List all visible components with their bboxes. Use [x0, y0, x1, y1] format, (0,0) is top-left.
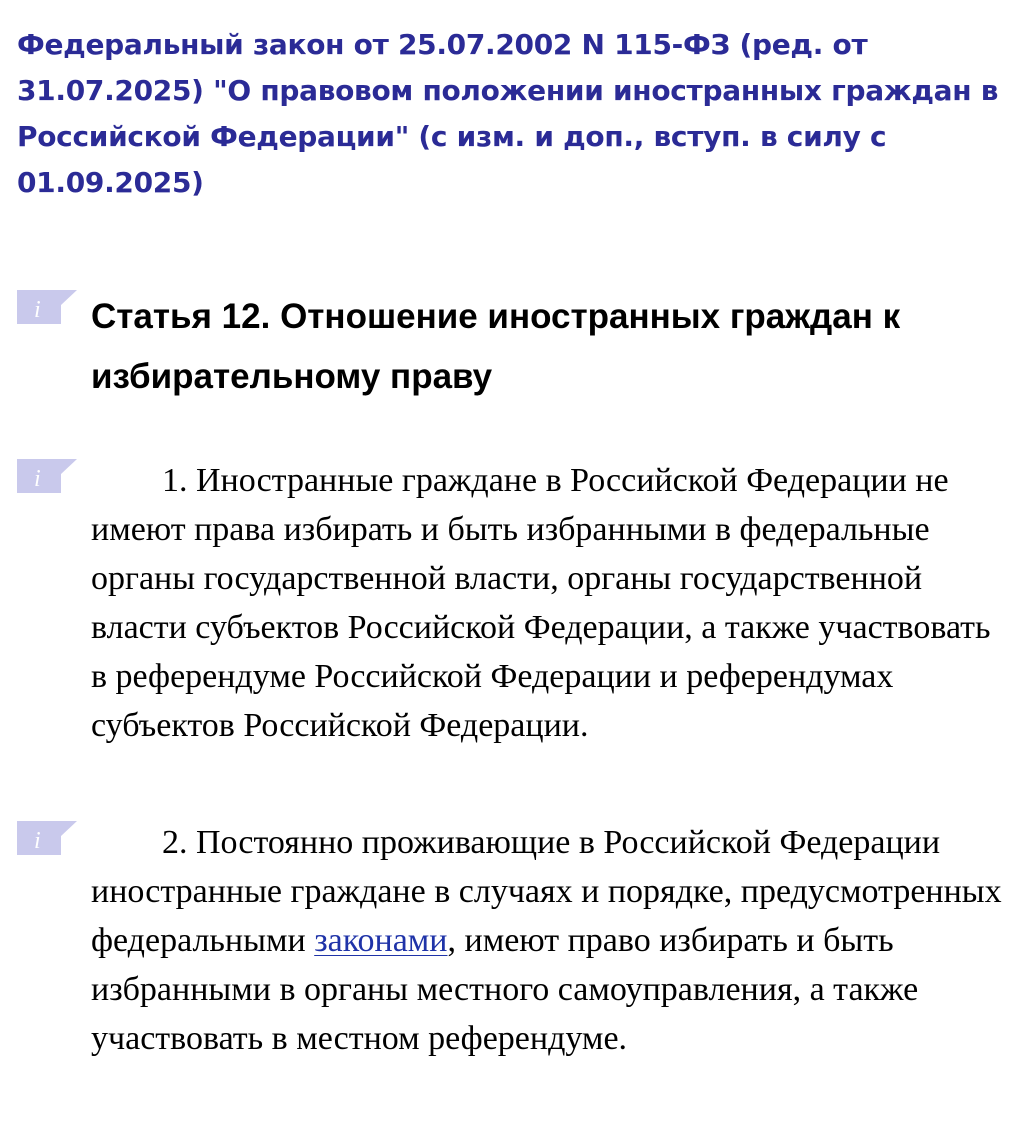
info-icon-shape	[17, 290, 77, 324]
info-comment-icon[interactable]	[17, 290, 77, 328]
article-heading: Статья 12. Отношение иностранных граждан к избирательному праву	[91, 297, 901, 396]
paragraph-2-text-after-link: , имеют право избирать и быть избранными в органы местного самоуправления, а также участвовать в местном референдуме.	[91, 922, 919, 1057]
laws-link[interactable]: законами	[314, 922, 448, 959]
document-title: Федеральный закон от 25.07.2002 N 115-ФЗ (ред. от 31.07.2025) "О правовом положении иностранных граждан в Российской Федерации" (с изм. и доп., вступ. в силу с 01.09.2025)	[17, 28, 999, 199]
info-icon-letter: i	[34, 297, 41, 323]
paragraph-2	[91, 818, 1011, 1063]
info-icon-letter: i	[34, 466, 41, 492]
info-icon-shape	[17, 821, 77, 855]
info-icon-letter: i	[34, 828, 41, 854]
paragraph-1: 1. Иностранные граждане в Российской Федерации не имеют права избирать и быть избранными в федеральные органы государственной власти, органы государственной власти субъектов Российской Федерации, а также участвовать в референдуме Российской Федерации и референдумах субъектов Российской Федерации.	[91, 462, 991, 744]
info-icon-shape	[17, 459, 77, 493]
paragraph-2-text-before-link: 2. Постоянно проживающие в Российской Федерации иностранные граждане в случаях и порядке, предусмотренных федеральными	[91, 824, 1002, 959]
info-comment-icon[interactable]	[17, 459, 77, 497]
info-comment-icon[interactable]	[17, 821, 77, 859]
